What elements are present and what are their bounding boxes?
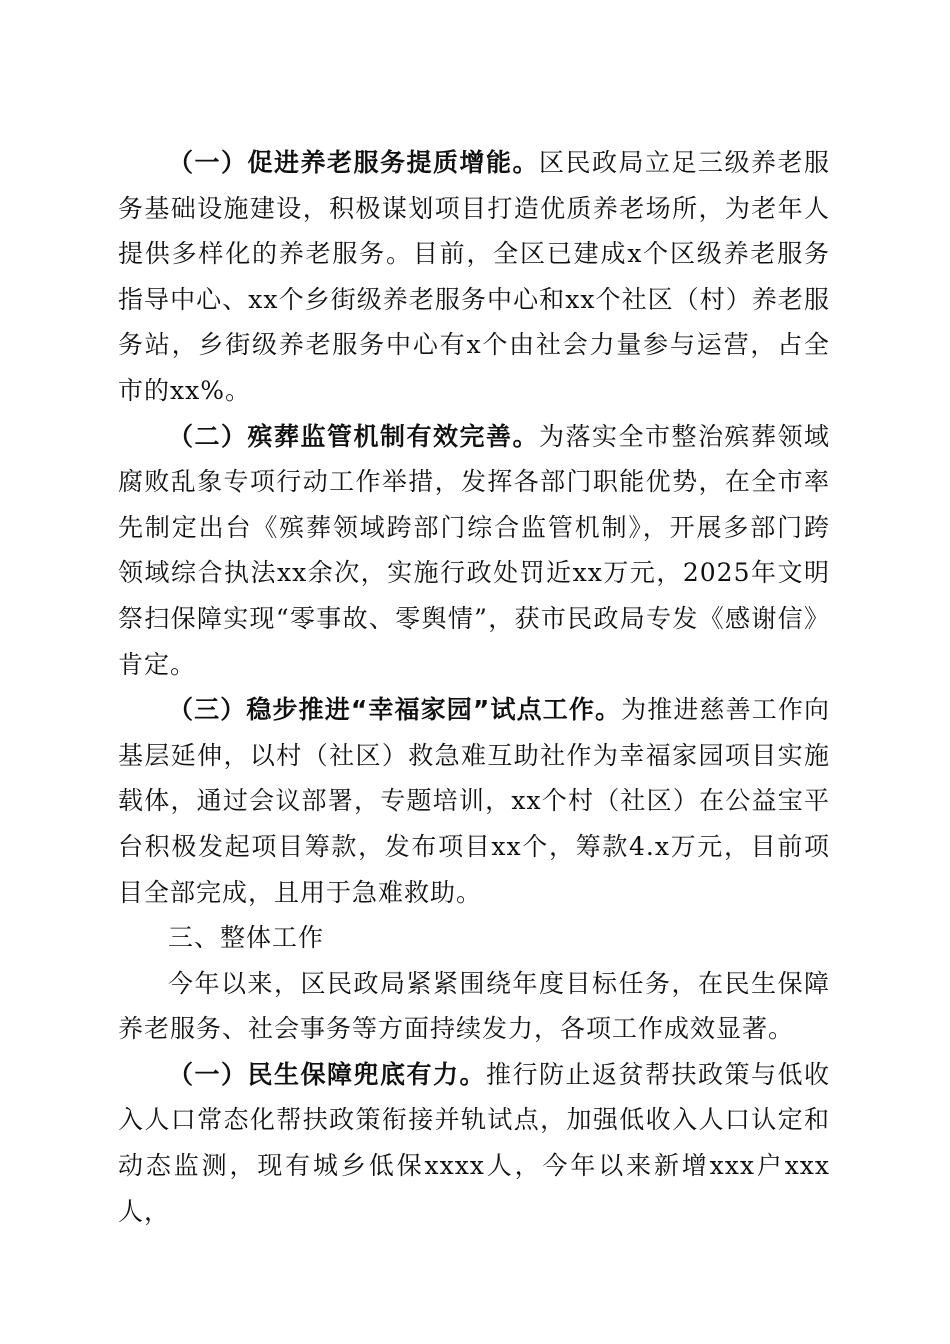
paragraph-funeral-supervision [118,414,830,688]
paragraph-body-elderly-care: 区民政局立足三级养老服务基础设施建设，积极谋划项目打造优质养老场所，为老年人提供多样化的养老服务。目前，全区已建成x个区级养老服务指导中心、xx个乡街级养老服务中心和xx个社区（村）养老服务站，乡街级养老服务中心有x个由社会力量参与运营，占全市的xx%。 [118,148,830,405]
paragraph-overall-intro: 今年以来，区民政局紧紧围绕年度目标任务，在民生保障养老服务、社会事务等方面持续发力，各项工作成效显著。 [118,968,830,1044]
paragraph-elderly-care [118,140,830,414]
paragraph-body-funeral-supervision: 为落实全市整治殡葬领域腐败乱象专项行动工作举措，发挥各部门职能优势，在全市率先制定出台《殡葬领域跨部门综合监管机制》，开展多部门跨领域综合执法xx余次，实施行政处罚近xx万元，2025年文明祭扫保障实现“零事故、零舆情”，获市民政局专发《感谢信》肯定。 [118,421,830,679]
paragraph-body-livelihood-security: 推行防止返贫帮扶政策与低收入人口常态化帮扶政策衔接并轨试点，加强低收入人口认定和动态监测，现有城乡低保xxxx人，今年以来新增xxx户xxx人， [118,1059,830,1226]
paragraph-lead-funeral-supervision: （二）殡葬监管机制有效完善。 [168,421,539,451]
paragraph-happy-home [118,687,830,915]
paragraph-livelihood-security [118,1052,830,1234]
paragraph-lead-elderly-care: （一）促进养老服务提质增能。 [168,148,539,177]
paragraph-lead-livelihood-security: （一）民生保障兜底有力。 [168,1059,486,1089]
paragraph-body-happy-home: 为推进慈善工作向基层延伸，以村（社区）救急难互助社作为幸福家园项目实施载体，通过会议部署，专题培训，xx个村（社区）在公益宝平台积极发起项目筹款，发布项目xx个，筹款4.x万元，目前项目全部完成，且用于急难救助。 [118,695,830,907]
document-page [118,140,830,1234]
paragraph-lead-happy-home: （三）稳步推进“幸福家园”试点工作。 [168,695,622,725]
section-heading-overall-work: 三、整体工作 [168,923,325,953]
